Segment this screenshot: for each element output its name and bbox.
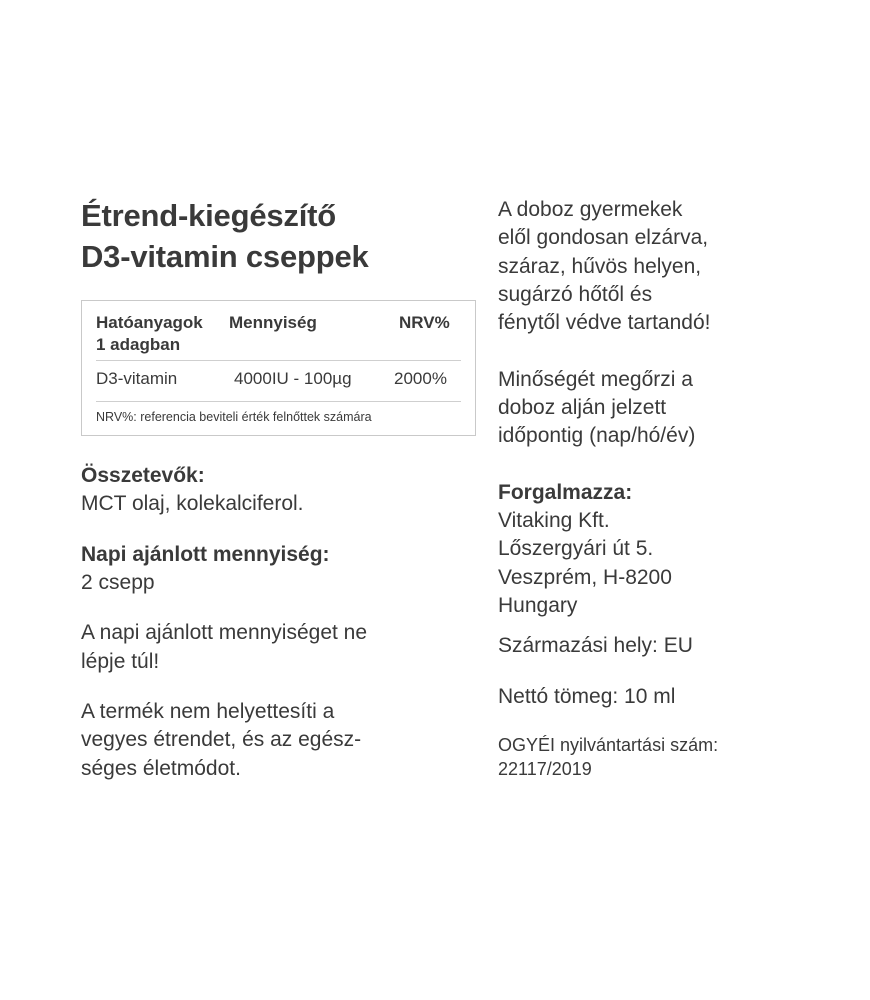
header-cell-ingredients — [96, 312, 229, 356]
registration-label: OGYÉI nyilvántartási szám: — [498, 735, 719, 756]
storage-instructions-block — [498, 196, 793, 338]
nutrition-facts-table — [81, 300, 476, 436]
ingredients-text: MCT olaj, kolekalciferol. — [81, 492, 304, 516]
ingredients-block — [81, 462, 479, 519]
diet-disclaimer-text — [81, 698, 479, 783]
cell-ingredient-amount: 4000IU - 100µg — [234, 369, 352, 388]
overdose-warning-line-2: lépje túl! — [81, 649, 160, 673]
storage-instructions-text — [498, 196, 793, 338]
right-column — [498, 196, 793, 782]
table-row — [96, 361, 461, 397]
storage-line-4: sugárzó hőtől és — [498, 283, 653, 307]
overdose-warning-line-1: A napi ajánlott mennyiséget ne — [81, 621, 368, 645]
product-title-line-2: D3-vitamin cseppek — [81, 238, 369, 274]
header-cell-nrv: NRV% — [399, 312, 450, 332]
distributor-heading: Forgalmazza: — [498, 480, 633, 504]
net-weight-text: Nettó tömeg: 10 ml — [498, 684, 676, 708]
overdose-warning-block — [81, 619, 479, 676]
distributor-block — [498, 479, 793, 621]
table-footnote: NRV%: referencia beviteli érték felnőttek számára — [96, 410, 372, 425]
ingredients-heading: Összetevők: — [81, 463, 205, 487]
distributor-street: Lőszergyári út 5. — [498, 537, 654, 561]
origin-block — [498, 632, 793, 660]
distributor-address — [498, 507, 793, 620]
dosage-heading: Napi ajánlott mennyiség: — [81, 542, 330, 566]
overdose-warning-text — [81, 619, 479, 676]
header-ingredients-line-1: Hatóanyagok — [96, 312, 203, 332]
storage-line-5: fénytől védve tartandó! — [498, 311, 711, 335]
distributor-country: Hungary — [498, 594, 578, 618]
storage-line-2: elől gondosan elzárva, — [498, 226, 709, 250]
cell-ingredient-nrv: 2000% — [394, 369, 447, 388]
diet-disclaimer-block — [81, 698, 479, 783]
dosage-block — [81, 541, 479, 598]
registration-text — [498, 733, 793, 782]
expiry-line-1: Minőségét megőrzi a — [498, 367, 693, 391]
expiry-line-2: doboz alján jelzett — [498, 396, 667, 420]
expiry-text — [498, 366, 793, 451]
expiry-block — [498, 366, 793, 451]
net-weight-block — [498, 683, 793, 711]
diet-disclaimer-line-1: A termék nem helyettesíti a — [81, 700, 335, 724]
page-title — [81, 196, 479, 278]
storage-line-3: száraz, hűvös helyen, — [498, 254, 702, 278]
expiry-line-3: időpontig (nap/hó/év) — [498, 424, 696, 448]
table-header-row — [96, 312, 461, 356]
product-title-line-1: Étrend-kiegészítő — [81, 198, 336, 233]
dosage-text: 2 csepp — [81, 571, 155, 594]
distributor-name: Vitaking Kft. — [498, 509, 610, 533]
distributor-city: Veszprém, H-8200 — [498, 565, 672, 589]
cell-ingredient-name: D3-vitamin — [96, 369, 178, 388]
diet-disclaimer-line-2: vegyes étrendet, és az egész- — [81, 728, 362, 752]
storage-line-1: A doboz gyermekek — [498, 198, 683, 221]
registration-number: 22117/2019 — [498, 759, 592, 780]
diet-disclaimer-line-3: séges életmódot. — [81, 756, 241, 780]
header-ingredients-line-2: 1 adagban — [96, 334, 181, 354]
left-column — [81, 196, 479, 783]
header-cell-amount: Mennyiség — [229, 312, 317, 332]
origin-text: Származási hely: EU — [498, 634, 693, 658]
registration-block — [498, 733, 793, 782]
label-columns — [81, 196, 793, 783]
